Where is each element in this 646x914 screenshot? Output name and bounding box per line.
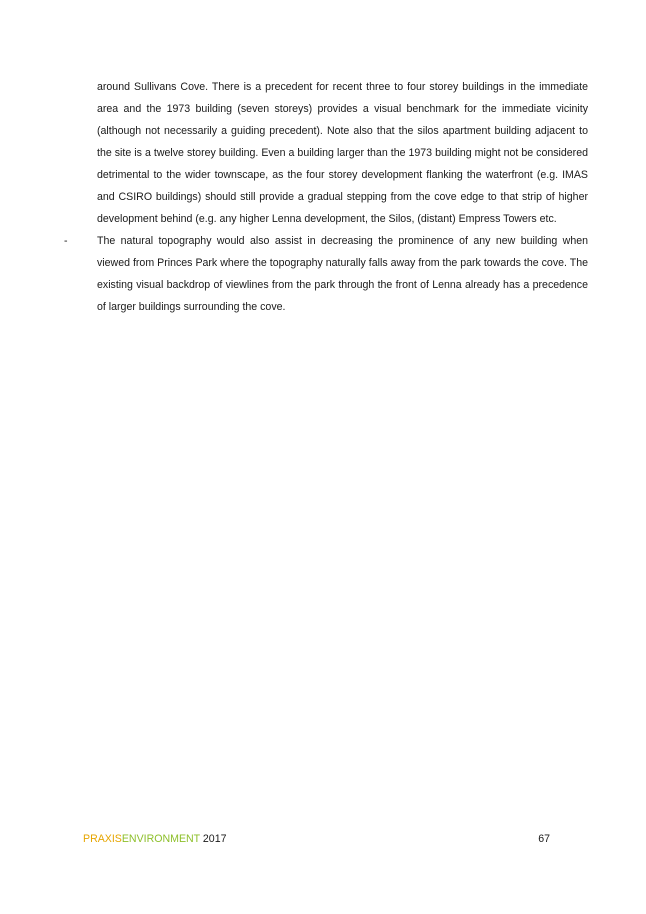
- body-text: [64, 76, 588, 318]
- bullet-item: [64, 230, 588, 318]
- brand-environment: ENVIRONMENT: [121, 833, 200, 845]
- page-number: 67: [538, 833, 550, 845]
- footer-brand: [83, 833, 226, 845]
- bullet-dash: -: [64, 235, 68, 247]
- bullet-text: The natural topography would also assist in decreasing the prominence of any new building when viewed from Princes Park where the topography naturally falls away from the park towards the cove. The existing visual backdrop of viewlines from the park through the front of Lenna already has a precedence of larger buildings surrounding the cove.: [97, 235, 588, 313]
- footer-year: 2017: [202, 833, 227, 845]
- page-footer: [83, 832, 550, 846]
- paragraph-continued: around Sullivans Cove. There is a precedent for recent three to four storey buildings in the immediate area and the 1973 building (seven storeys) provides a visual benchmark for the immediate vicinity (although not necessarily a guiding precedent). Note also that the silos apartment building adjacent to the site is a twelve storey building. Even a building larger than the 1973 building might not be considered detrimental to the wider townscape, as the four storey development flanking the waterfront (e.g. IMAS and CSIRO buildings) should still provide a gradual stepping from the cove edge to that strip of higher development behind (e.g. any higher Lenna development, the Silos, (distant) Empress Towers etc.: [97, 81, 588, 225]
- brand-praxis: PRAXIS: [83, 833, 122, 845]
